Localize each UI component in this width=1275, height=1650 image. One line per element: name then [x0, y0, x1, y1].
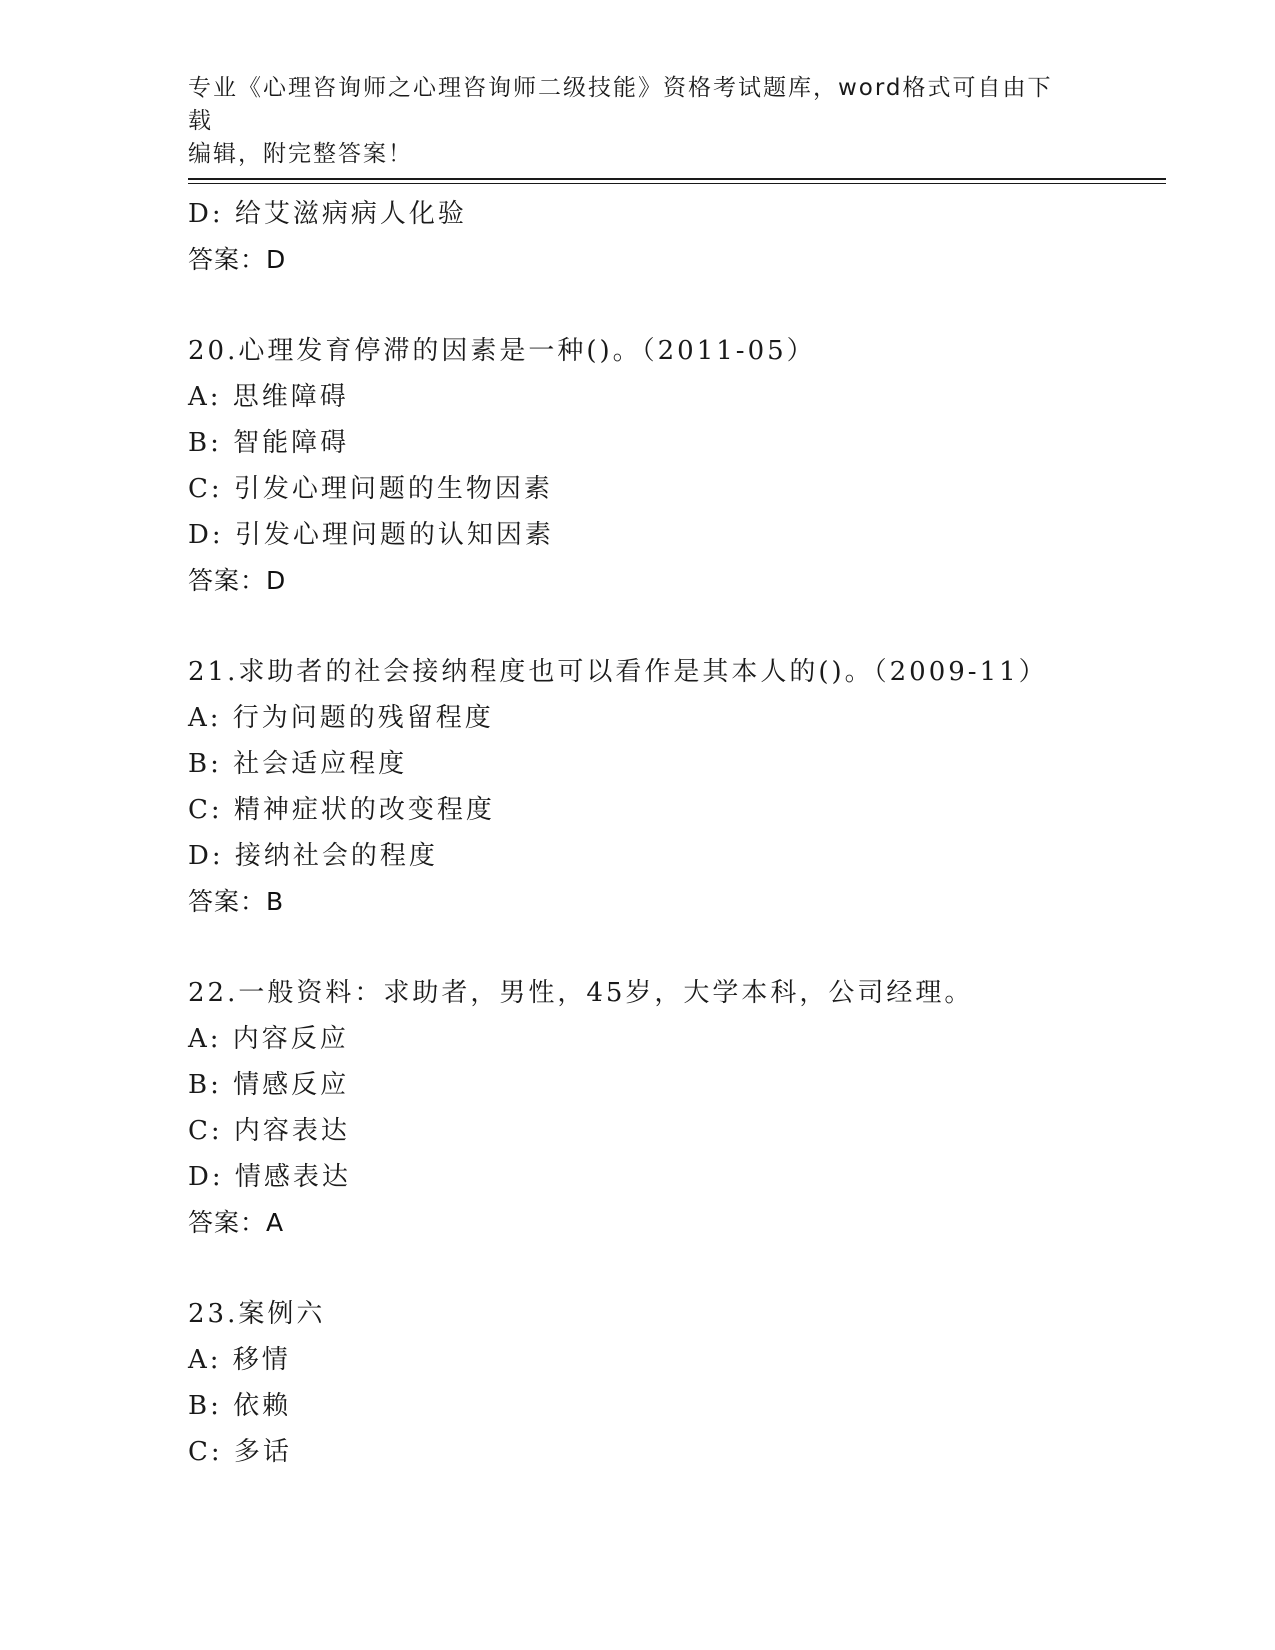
question-stem: 23.案例六	[188, 1299, 326, 1329]
answer: 答案：D	[188, 566, 287, 595]
option-d: D: 情感表达	[188, 1162, 351, 1192]
option-b: B: 社会适应程度	[188, 749, 408, 779]
question-22	[188, 970, 1168, 1246]
option-c: C: 引发心理问题的生物因素	[188, 474, 553, 504]
option-b: B: 依赖	[188, 1391, 292, 1421]
document-header	[188, 72, 1068, 171]
prev-option-d: D: 给艾滋病病人化验	[188, 199, 467, 229]
question-stem: 22.一般资料：求助者，男性，45岁，大学本科，公司经理。	[188, 978, 974, 1008]
option-b: B: 智能障碍	[188, 428, 350, 458]
prev-answer: 答案：D	[188, 245, 287, 274]
header-divider-thin	[188, 183, 1166, 184]
option-a: A: 行为问题的残留程度	[188, 703, 494, 733]
option-c: C: 多话	[188, 1437, 292, 1467]
option-b: B: 情感反应	[188, 1070, 350, 1100]
option-c: C: 内容表达	[188, 1116, 350, 1146]
option-a: A: 思维障碍	[188, 382, 349, 412]
option-a: A: 内容反应	[188, 1024, 349, 1054]
header-divider-thick	[188, 178, 1166, 180]
option-a: A: 移情	[188, 1345, 291, 1375]
option-c: C: 精神症状的改变程度	[188, 795, 495, 825]
question-20	[188, 328, 1168, 604]
question-list	[188, 191, 1168, 1475]
question-21	[188, 649, 1168, 925]
option-d: D: 接纳社会的程度	[188, 841, 438, 871]
answer: 答案：B	[188, 887, 285, 916]
question-stem: 21.求助者的社会接纳程度也可以看作是其本人的()。（2009-11）	[188, 657, 1048, 687]
question-stem: 20.心理发育停滞的因素是一种()。（2011-05）	[188, 336, 816, 366]
header-line-2: 编辑，附完整答案！	[188, 141, 413, 167]
answer: 答案：A	[188, 1208, 285, 1237]
question-23	[188, 1291, 1168, 1475]
option-d: D: 引发心理问题的认知因素	[188, 520, 554, 550]
header-line-1: 专业《心理咨询师之心理咨询师二级技能》资格考试题库，word格式可自由下载	[188, 75, 1053, 134]
